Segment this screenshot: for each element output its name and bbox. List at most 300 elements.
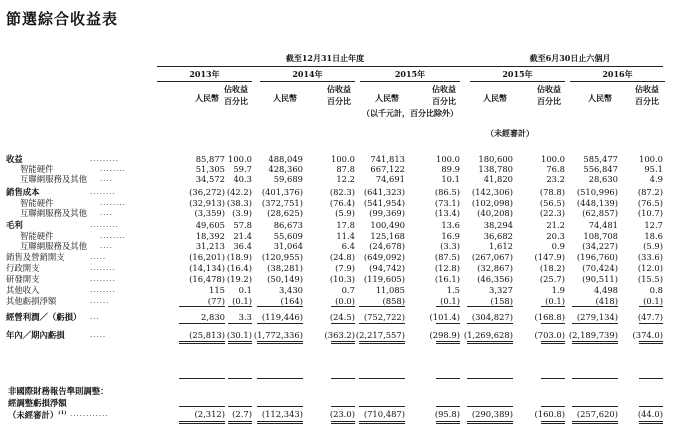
cell-2013-pct: (3.9) bbox=[232, 208, 252, 218]
total-rule bbox=[467, 341, 513, 344]
cell-2015-pct: 13.6 bbox=[441, 220, 460, 230]
header-rule-2014 bbox=[260, 81, 355, 82]
cell-p2015-pct: (160.8) bbox=[534, 409, 565, 419]
cell-2014-rmb: 3,430 bbox=[279, 285, 303, 295]
total-rule bbox=[228, 306, 252, 307]
total-rule bbox=[331, 341, 355, 344]
total-rule bbox=[359, 306, 405, 307]
total-rule bbox=[179, 421, 225, 424]
cell-2015-rmb: (710,487) bbox=[363, 409, 405, 419]
total-rule bbox=[436, 406, 460, 407]
cell-p2016-pct: 95.1 bbox=[644, 164, 663, 174]
cell-p2015-rmb: (304,827) bbox=[471, 312, 513, 322]
cell-2013-pct: 0.1 bbox=[238, 285, 252, 295]
cell-p2015-pct: (78.8) bbox=[539, 187, 565, 197]
total-rule bbox=[467, 378, 513, 379]
total-rule bbox=[541, 306, 565, 307]
cell-2015-rmb: (2,217,557) bbox=[355, 330, 405, 340]
cell-2014-pct: (10.3) bbox=[329, 274, 355, 284]
table-row bbox=[0, 330, 683, 340]
cell-2013-rmb: (36,272) bbox=[189, 187, 225, 197]
cell-2014-pct: (24.5) bbox=[329, 312, 355, 322]
leader-dots: ..... bbox=[90, 253, 107, 261]
total-rule bbox=[572, 378, 618, 379]
total-rule bbox=[639, 378, 663, 379]
cell-2013-rmb: (14,134) bbox=[189, 263, 225, 273]
total-rule bbox=[331, 306, 355, 307]
cell-2015-rmb: (24,678) bbox=[369, 241, 405, 251]
cell-2014-pct: (82.3) bbox=[329, 187, 355, 197]
cell-p2016-rmb: (2,189,739) bbox=[568, 330, 618, 340]
header-rule bbox=[157, 66, 663, 67]
cell-p2015-pct: (703.0) bbox=[534, 330, 565, 340]
table-row bbox=[0, 263, 683, 273]
cell-2015-rmb: 100,490 bbox=[370, 220, 405, 230]
leader-dots: ........ bbox=[100, 232, 126, 240]
cell-p2015-rmb: 38,294 bbox=[483, 220, 513, 230]
cell-2015-rmb: (641,323) bbox=[363, 187, 405, 197]
cell-p2015-pct: 20.3 bbox=[546, 231, 565, 241]
total-rule bbox=[331, 406, 355, 407]
cell-2014-pct: 0.7 bbox=[341, 285, 355, 295]
leader-dots: ......... bbox=[90, 155, 120, 163]
cell-p2016-rmb: 585,477 bbox=[583, 154, 618, 164]
total-rule bbox=[359, 406, 405, 407]
header-period-2016: 2016年 bbox=[602, 69, 633, 79]
cell-2014-rmb: (38,281) bbox=[267, 263, 303, 273]
total-rule bbox=[541, 323, 565, 324]
header-rule-2015 bbox=[360, 81, 460, 82]
cell-2013-pct: 3.3 bbox=[238, 312, 252, 322]
total-rule bbox=[639, 323, 663, 324]
cell-p2016-rmb: (70,424) bbox=[582, 263, 618, 273]
cell-2015-rmb: (858) bbox=[382, 296, 405, 306]
total-rule bbox=[179, 378, 225, 379]
cell-p2016-pct: (76.5) bbox=[637, 198, 663, 208]
cell-p2016-pct: (33.6) bbox=[637, 252, 663, 262]
subheader-pct: 佔收益 bbox=[537, 84, 561, 94]
cell-p2015-pct: (25.7) bbox=[539, 274, 565, 284]
ifrs-label-2-text: （未經審計） bbox=[8, 410, 59, 420]
cell-2013-pct: 100.0 bbox=[228, 154, 252, 164]
cell-2013-pct: 57.8 bbox=[233, 220, 252, 230]
cell-2015-rmb: 11,085 bbox=[375, 285, 405, 295]
total-rule bbox=[541, 378, 565, 379]
total-rule bbox=[359, 421, 405, 424]
table-row bbox=[0, 174, 683, 184]
cell-p2016-pct: 0.8 bbox=[649, 285, 663, 295]
row-label: 智能硬件 bbox=[20, 198, 54, 208]
total-rule bbox=[331, 323, 355, 324]
cell-2015-pct: (73.1) bbox=[434, 198, 460, 208]
row-label: 年內／期內虧損 bbox=[6, 330, 65, 340]
total-rule bbox=[228, 341, 252, 344]
cell-2013-rmb: (16,478) bbox=[189, 274, 225, 284]
cell-p2016-rmb: (196,760) bbox=[576, 252, 618, 262]
cell-p2016-pct: (44.0) bbox=[637, 409, 663, 419]
table-row bbox=[0, 252, 683, 262]
cell-p2015-pct: 23.2 bbox=[546, 174, 565, 184]
cell-p2016-rmb: 74,481 bbox=[588, 220, 618, 230]
total-rule bbox=[467, 421, 513, 424]
total-rule bbox=[228, 323, 252, 324]
table-row bbox=[0, 296, 683, 306]
header-rule-p2015 bbox=[470, 81, 565, 82]
leader-dots: ........ bbox=[90, 286, 116, 294]
cell-2015-rmb: (94,742) bbox=[369, 263, 405, 273]
cell-p2015-rmb: 41,820 bbox=[483, 174, 513, 184]
total-rule bbox=[639, 421, 663, 424]
subheader-currency: 人民幣 bbox=[273, 93, 297, 103]
total-rule bbox=[467, 406, 513, 407]
cell-2014-pct: 17.8 bbox=[336, 220, 355, 230]
cell-2015-rmb: 741,813 bbox=[370, 154, 405, 164]
cell-p2016-rmb: (510,996) bbox=[576, 187, 618, 197]
table-row bbox=[0, 187, 683, 197]
subheader-currency: 人民幣 bbox=[195, 93, 219, 103]
cell-2015-rmb: (99,369) bbox=[369, 208, 405, 218]
header-period-2015: 2015年 bbox=[502, 69, 533, 79]
cell-2013-pct: (30.1) bbox=[226, 330, 252, 340]
cell-2014-pct: 100.0 bbox=[331, 154, 355, 164]
cell-2013-rmb: (16,201) bbox=[189, 252, 225, 262]
cell-2015-rmb: (541,954) bbox=[363, 198, 405, 208]
table-row bbox=[0, 164, 683, 174]
cell-2015-pct: (12.8) bbox=[434, 263, 460, 273]
cell-2013-pct: 40.3 bbox=[233, 174, 252, 184]
cell-p2015-pct: 0.9 bbox=[551, 241, 565, 251]
table-row bbox=[0, 220, 683, 230]
cell-p2015-rmb: 138,780 bbox=[478, 164, 513, 174]
header-year-group: 截至12月31日止年度 bbox=[285, 53, 365, 63]
cell-p2015-rmb: 180,600 bbox=[478, 154, 513, 164]
cell-p2016-rmb: (62,857) bbox=[582, 208, 618, 218]
row-label: 收益 bbox=[6, 154, 23, 164]
cell-p2016-pct: 4.9 bbox=[649, 174, 663, 184]
row-label: 互聯網服務及其他 bbox=[20, 241, 87, 251]
header-year-2013: 2013年 bbox=[189, 69, 220, 79]
total-rule bbox=[436, 323, 460, 324]
cell-p2016-rmb: (418) bbox=[595, 296, 618, 306]
total-rule bbox=[541, 341, 565, 344]
cell-2013-rmb: 51,305 bbox=[195, 164, 225, 174]
subheader-pct: 百分比 bbox=[635, 96, 659, 106]
cell-2014-rmb: 31,064 bbox=[273, 241, 303, 251]
leader-dots: ...... bbox=[90, 297, 110, 305]
cell-2014-pct: (7.9) bbox=[335, 263, 355, 273]
row-label: 銷售及營銷開支 bbox=[6, 252, 65, 262]
cell-2013-pct: 36.4 bbox=[233, 241, 252, 251]
cell-2013-pct: 21.4 bbox=[233, 231, 252, 241]
cell-2015-pct: (86.5) bbox=[434, 187, 460, 197]
row-label: 智能硬件 bbox=[20, 164, 54, 174]
cell-2015-rmb: 667,122 bbox=[370, 164, 405, 174]
cell-2014-pct: 6.4 bbox=[341, 241, 355, 251]
cell-2014-rmb: 488,049 bbox=[268, 154, 303, 164]
total-rule bbox=[541, 421, 565, 424]
cell-p2015-pct: (0.1) bbox=[545, 296, 565, 306]
cell-p2015-pct: 1.9 bbox=[551, 285, 565, 295]
cell-p2015-pct: (22.3) bbox=[539, 208, 565, 218]
header-year-2015: 2015年 bbox=[394, 69, 426, 79]
cell-p2015-rmb: (142,306) bbox=[471, 187, 513, 197]
cell-p2015-pct: 21.2 bbox=[546, 220, 565, 230]
leader-dots: ........ bbox=[90, 275, 116, 283]
unaudited-note: （未經審計） bbox=[486, 128, 534, 138]
cell-2014-rmb: 86,673 bbox=[273, 220, 303, 230]
cell-p2016-pct: 18.6 bbox=[644, 231, 663, 241]
cell-2015-rmb: (752,722) bbox=[363, 312, 405, 322]
row-label: 研發開支 bbox=[6, 274, 40, 284]
total-rule bbox=[541, 406, 565, 407]
total-rule bbox=[331, 378, 355, 379]
leader-dots: ..... bbox=[90, 331, 107, 339]
footnote-mark: (1) bbox=[58, 410, 67, 417]
row-label: 其他虧損淨額 bbox=[6, 296, 57, 306]
total-rule bbox=[179, 323, 225, 324]
subheader-currency: 人民幣 bbox=[483, 93, 507, 103]
total-rule bbox=[228, 421, 252, 424]
leader-dots: ........ bbox=[90, 188, 116, 196]
cell-2014-pct: (5.9) bbox=[335, 208, 355, 218]
cell-p2016-rmb: (279,134) bbox=[576, 312, 618, 322]
row-label: 經營利潤／（虧損） bbox=[6, 312, 82, 322]
cell-2014-pct: (24.8) bbox=[329, 252, 355, 262]
total-rule bbox=[572, 341, 618, 344]
total-rule bbox=[257, 378, 303, 379]
cell-p2015-rmb: (290,389) bbox=[471, 409, 513, 419]
table-row bbox=[0, 409, 683, 419]
ifrs-heading: 非國際財務報告準則調整： bbox=[8, 386, 109, 396]
cell-2013-rmb: 2,830 bbox=[201, 312, 225, 322]
total-rule bbox=[257, 421, 303, 424]
total-rule bbox=[436, 306, 460, 307]
leader-dots: ... bbox=[90, 313, 100, 321]
cell-2014-pct: (0.0) bbox=[335, 296, 355, 306]
cell-2013-rmb: (3,359) bbox=[194, 208, 225, 218]
cell-2013-rmb: (25,813) bbox=[189, 330, 225, 340]
cell-2014-rmb: (120,955) bbox=[261, 252, 303, 262]
cell-2013-rmb: 49,605 bbox=[195, 220, 225, 230]
cell-p2016-rmb: 108,708 bbox=[583, 231, 618, 241]
cell-2015-rmb: (649,092) bbox=[363, 252, 405, 262]
cell-2014-rmb: (1,772,336) bbox=[253, 330, 303, 340]
total-rule bbox=[228, 378, 252, 379]
total-rule bbox=[359, 323, 405, 324]
cell-p2015-rmb: (46,356) bbox=[477, 274, 513, 284]
cell-2015-pct: 89.9 bbox=[441, 164, 460, 174]
cell-p2015-rmb: 3,327 bbox=[489, 285, 513, 295]
cell-p2016-pct: (47.7) bbox=[637, 312, 663, 322]
total-rule bbox=[228, 406, 252, 407]
total-rule bbox=[359, 341, 405, 344]
leader-dots: .... bbox=[100, 209, 113, 217]
cell-2013-rmb: 31,213 bbox=[195, 241, 225, 251]
cell-p2016-rmb: (34,227) bbox=[582, 241, 618, 251]
cell-p2016-pct: (374.0) bbox=[632, 330, 663, 340]
cell-p2015-pct: 76.8 bbox=[546, 164, 565, 174]
leader-dots: .... bbox=[100, 175, 113, 183]
cell-2014-rmb: (401,376) bbox=[261, 187, 303, 197]
cell-p2015-rmb: (102,098) bbox=[471, 198, 513, 208]
cell-p2015-rmb: (40,208) bbox=[477, 208, 513, 218]
cell-2014-rmb: 428,360 bbox=[268, 164, 303, 174]
cell-2015-rmb: (119,605) bbox=[363, 274, 405, 284]
cell-2013-rmb: (32,913) bbox=[189, 198, 225, 208]
cell-2015-pct: (95.8) bbox=[434, 409, 460, 419]
cell-p2015-rmb: 1,612 bbox=[489, 241, 513, 251]
cell-2015-pct: (3.3) bbox=[440, 241, 460, 251]
cell-2015-pct: 1.5 bbox=[446, 285, 460, 295]
cell-2013-rmb: 18,392 bbox=[195, 231, 225, 241]
cell-2013-rmb: 85,877 bbox=[195, 154, 225, 164]
cell-2015-pct: (0.1) bbox=[440, 296, 460, 306]
cell-2013-rmb: 34,572 bbox=[195, 174, 225, 184]
cell-2014-rmb: (164) bbox=[280, 296, 303, 306]
total-rule bbox=[257, 306, 303, 307]
total-rule bbox=[572, 421, 618, 424]
subheader-pct: 百分比 bbox=[327, 96, 351, 106]
cell-p2015-rmb: (1,269,628) bbox=[463, 330, 513, 340]
total-rule bbox=[436, 421, 460, 424]
cell-p2015-pct: (56.5) bbox=[539, 198, 565, 208]
leader-dots: .... bbox=[100, 242, 113, 250]
total-rule bbox=[179, 341, 225, 344]
cell-2014-pct: 12.2 bbox=[336, 174, 355, 184]
total-rule bbox=[639, 306, 663, 307]
row-label: 其他收入 bbox=[6, 285, 40, 295]
total-rule bbox=[179, 306, 225, 307]
unit-note: （以千元計，百分比除外） bbox=[362, 108, 458, 118]
table-row bbox=[0, 208, 683, 218]
cell-p2016-rmb: (257,620) bbox=[576, 409, 618, 419]
cell-2014-pct: (76.4) bbox=[329, 198, 355, 208]
cell-2015-pct: (13.4) bbox=[434, 208, 460, 218]
cell-2014-pct: (363.2) bbox=[324, 330, 355, 340]
cell-2013-pct: (2.7) bbox=[232, 409, 252, 419]
cell-p2016-pct: (10.7) bbox=[637, 208, 663, 218]
cell-2015-pct: (16.1) bbox=[434, 274, 460, 284]
cell-p2015-rmb: (158) bbox=[490, 296, 513, 306]
cell-2014-rmb: 55,609 bbox=[273, 231, 303, 241]
total-rule bbox=[572, 323, 618, 324]
cell-2014-rmb: (50,149) bbox=[267, 274, 303, 284]
cell-p2015-pct: 100.0 bbox=[541, 154, 565, 164]
leader-dots: ........ bbox=[90, 264, 116, 272]
cell-2015-rmb: 125,168 bbox=[370, 231, 405, 241]
cell-2013-pct: 59.7 bbox=[233, 164, 252, 174]
row-label: 互聯網服務及其他 bbox=[20, 208, 87, 218]
cell-2015-pct: (298.9) bbox=[429, 330, 460, 340]
header-rule-2013 bbox=[157, 81, 252, 82]
subheader-pct: 佔收益 bbox=[327, 84, 351, 94]
subheader-pct: 百分比 bbox=[537, 96, 561, 106]
row-label: 互聯網服務及其他 bbox=[20, 174, 87, 184]
cell-2015-pct: 10.1 bbox=[441, 174, 460, 184]
cell-2014-rmb: (28,625) bbox=[267, 208, 303, 218]
cell-2013-rmb: (77) bbox=[207, 296, 225, 306]
cell-p2016-pct: (12.0) bbox=[637, 263, 663, 273]
header-rule-p2016 bbox=[570, 81, 665, 82]
row-label: 行政開支 bbox=[6, 263, 40, 273]
cell-2013-pct: (18.9) bbox=[226, 252, 252, 262]
cell-2014-pct: (23.0) bbox=[329, 409, 355, 419]
header-six-month-group: 截至6月30日止六個月 bbox=[529, 53, 611, 63]
cell-2015-pct: (87.5) bbox=[434, 252, 460, 262]
cell-2015-rmb: 74,691 bbox=[375, 174, 405, 184]
cell-p2016-rmb: 556,847 bbox=[583, 164, 618, 174]
total-rule bbox=[179, 406, 225, 407]
cell-2014-pct: 11.4 bbox=[336, 231, 355, 241]
cell-p2016-rmb: (448,139) bbox=[576, 198, 618, 208]
cell-2013-rmb: (2,312) bbox=[194, 409, 225, 419]
cell-2013-pct: (0.1) bbox=[232, 296, 252, 306]
subheader-pct: 佔收益 bbox=[432, 84, 456, 94]
total-rule bbox=[572, 406, 618, 407]
subheader-pct: 百分比 bbox=[432, 96, 456, 106]
cell-p2015-rmb: (267,067) bbox=[471, 252, 513, 262]
cell-2013-rmb: 115 bbox=[209, 285, 225, 295]
subheader-currency: 人民幣 bbox=[375, 93, 399, 103]
cell-2014-rmb: (372,751) bbox=[261, 198, 303, 208]
total-rule bbox=[639, 341, 663, 344]
cell-p2016-rmb: (90,511) bbox=[582, 274, 618, 284]
total-rule bbox=[331, 421, 355, 424]
table-row bbox=[0, 198, 683, 208]
subheader-currency: 人民幣 bbox=[588, 93, 612, 103]
total-rule bbox=[467, 306, 513, 307]
cell-2013-pct: (16.4) bbox=[226, 263, 252, 273]
cell-p2015-rmb: 36,682 bbox=[483, 231, 513, 241]
row-label: 銷售成本 bbox=[6, 187, 40, 197]
cell-2014-pct: 87.8 bbox=[336, 164, 355, 174]
cell-p2016-rmb: 28,630 bbox=[588, 174, 618, 184]
total-rule bbox=[257, 341, 303, 344]
cell-p2016-pct: (5.9) bbox=[643, 241, 663, 251]
leader-dots: ........ bbox=[100, 199, 126, 207]
ifrs-label-1: 經調整虧損淨額 bbox=[8, 398, 67, 408]
cell-p2016-rmb: 4,498 bbox=[594, 285, 618, 295]
cell-p2016-pct: 100.0 bbox=[639, 154, 663, 164]
table-row bbox=[0, 154, 683, 164]
row-label: 毛利 bbox=[6, 220, 23, 230]
header-year-2014: 2014年 bbox=[292, 69, 323, 79]
total-rule bbox=[436, 378, 460, 379]
page-title: 節選綜合收益表 bbox=[6, 10, 119, 28]
total-rule bbox=[436, 341, 460, 344]
total-rule bbox=[572, 306, 618, 307]
table-row bbox=[0, 241, 683, 251]
cell-2015-pct: 16.9 bbox=[441, 231, 460, 241]
cell-p2016-pct: 12.7 bbox=[644, 220, 663, 230]
table-row bbox=[0, 231, 683, 241]
table-row bbox=[0, 285, 683, 295]
total-rule bbox=[639, 406, 663, 407]
total-rule bbox=[257, 406, 303, 407]
cell-2013-pct: (42.2) bbox=[226, 187, 252, 197]
table-row bbox=[0, 312, 683, 322]
cell-p2015-pct: (168.8) bbox=[534, 312, 565, 322]
leader-dots: ......... bbox=[90, 221, 120, 229]
row-label: 智能硬件 bbox=[20, 231, 54, 241]
cell-p2015-pct: (147.9) bbox=[534, 252, 565, 262]
cell-2014-rmb: 59,689 bbox=[273, 174, 303, 184]
cell-p2015-rmb: (32,867) bbox=[477, 263, 513, 273]
cell-2013-pct: (19.2) bbox=[226, 274, 252, 284]
total-rule bbox=[467, 323, 513, 324]
total-rule bbox=[359, 378, 405, 379]
table-row bbox=[0, 274, 683, 284]
